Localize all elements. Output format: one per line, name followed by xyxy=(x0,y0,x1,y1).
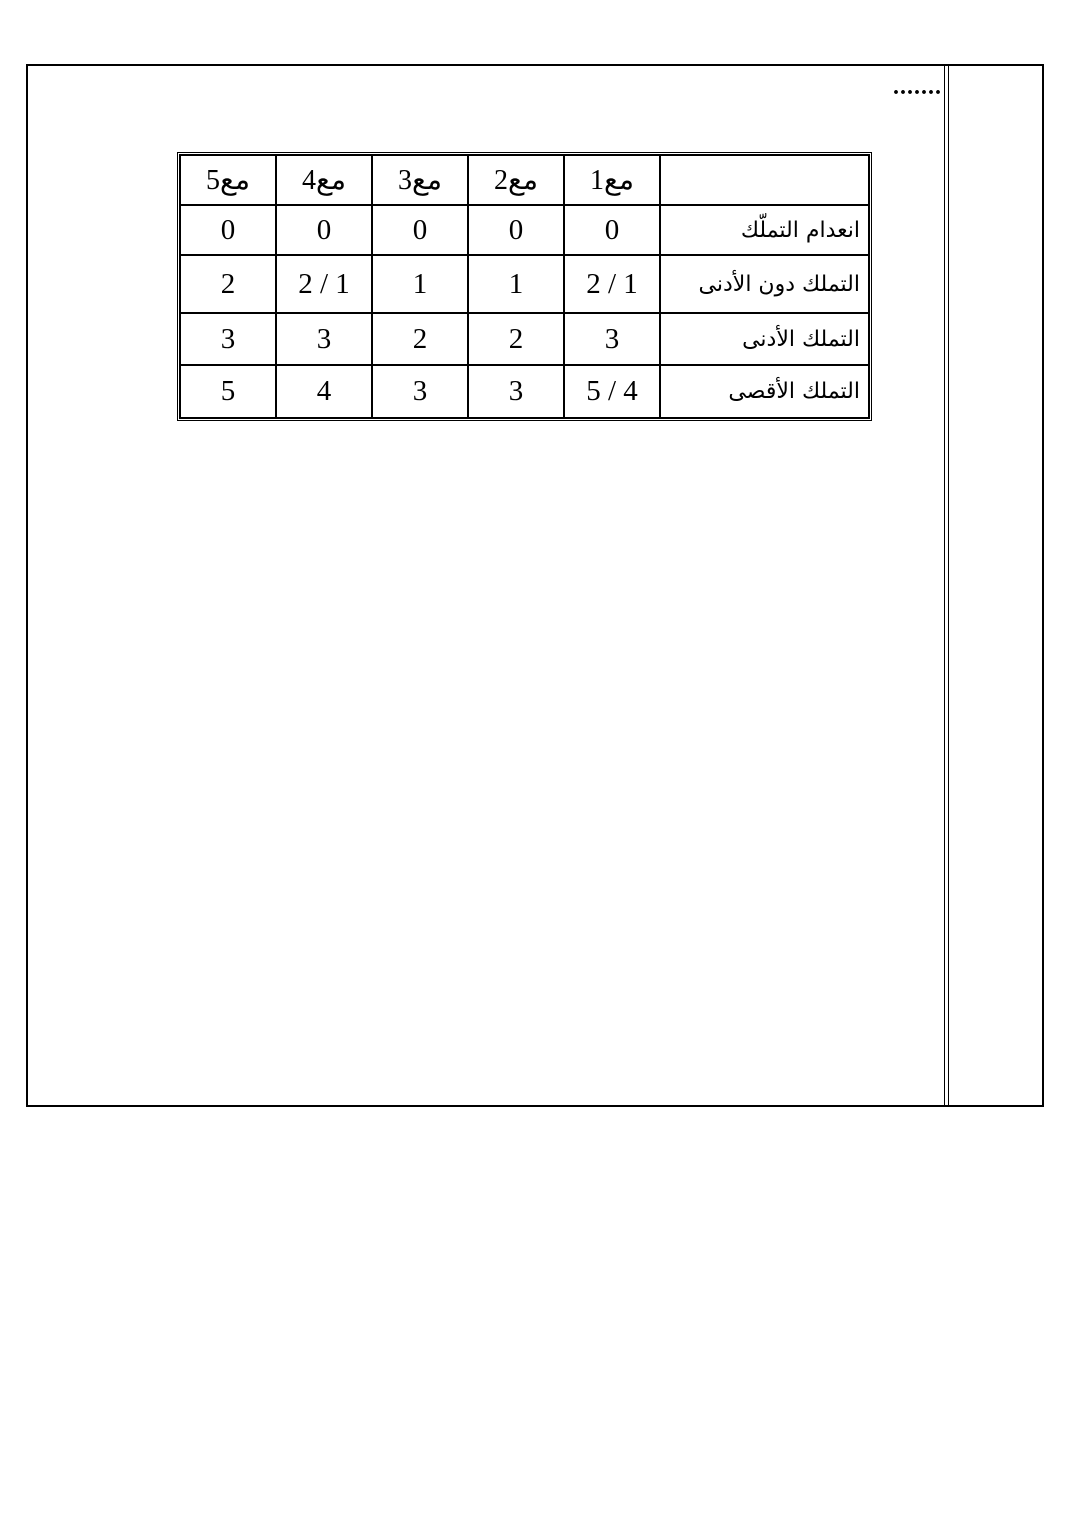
column-header: مع5 xyxy=(180,155,276,205)
table-cell: 1 xyxy=(468,255,564,313)
table-cell: 3 xyxy=(180,313,276,365)
table-row xyxy=(180,313,869,365)
table-cell: 0 xyxy=(372,205,468,255)
row-label: التملك الأدنى xyxy=(660,313,869,365)
row-label: التملك الأقصى xyxy=(660,365,869,418)
table-cell: 0 xyxy=(180,205,276,255)
table-cell: 0 xyxy=(468,205,564,255)
table-row xyxy=(180,255,869,313)
table-cell: 2 xyxy=(372,313,468,365)
table-cell: 0 xyxy=(276,205,372,255)
table-cell: 4 / 5 xyxy=(564,365,660,418)
table-cell: 3 xyxy=(276,313,372,365)
table-row xyxy=(180,365,869,418)
table-cell: 1 / 2 xyxy=(564,255,660,313)
column-header: مع1 xyxy=(564,155,660,205)
table-cell: 3 xyxy=(564,313,660,365)
table-cell: 3 xyxy=(468,365,564,418)
table-header-row xyxy=(180,155,869,205)
table-corner-cell xyxy=(660,155,869,205)
table-cell: 4 xyxy=(276,365,372,418)
row-label: انعدام التملّك xyxy=(660,205,869,255)
table-cell: 5 xyxy=(180,365,276,418)
table-cell: 1 xyxy=(372,255,468,313)
row-label: التملك دون الأدنى xyxy=(660,255,869,313)
margin-divider xyxy=(944,64,949,1107)
evaluation-table xyxy=(177,152,872,421)
column-header: مع3 xyxy=(372,155,468,205)
table-cell: 2 xyxy=(180,255,276,313)
table-cell: 3 xyxy=(372,365,468,418)
column-header: مع2 xyxy=(468,155,564,205)
table-cell: 1 / 2 xyxy=(276,255,372,313)
table-cell: 0 xyxy=(564,205,660,255)
table-cell: 2 xyxy=(468,313,564,365)
ellipsis-dots: ....... xyxy=(893,74,942,100)
column-header: مع4 xyxy=(276,155,372,205)
table-row xyxy=(180,205,869,255)
